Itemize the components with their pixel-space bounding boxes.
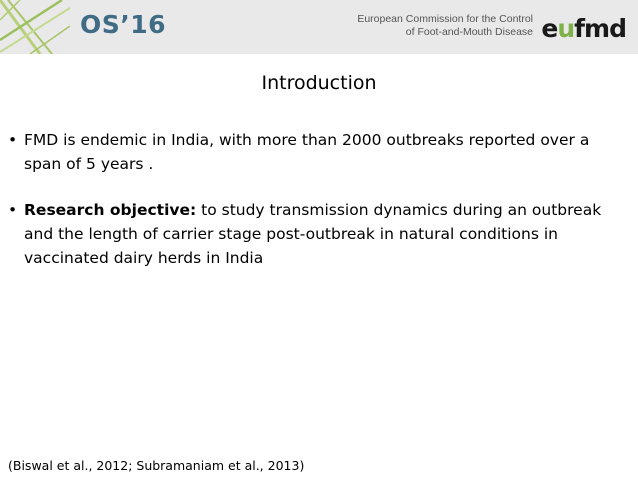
bullet-item <box>8 198 618 270</box>
crossed-lines-logo-icon <box>0 0 70 54</box>
eufmd-logo-suffix: fmd <box>574 14 626 43</box>
bullet-list <box>8 128 618 292</box>
slide-title: Introduction <box>261 72 377 94</box>
organization-name <box>357 13 533 39</box>
eufmd-logo <box>541 14 626 43</box>
bullet-dot-icon: • <box>8 201 18 219</box>
bullet-text: FMD is endemic in India, with more than 2000 outbreaks reported over a span of 5 years . <box>24 131 590 173</box>
organization-name-line2: of Foot-and-Mouth Disease <box>405 26 533 38</box>
eufmd-logo-accent: u <box>557 14 575 43</box>
bullet-bold-prefix: Research objective: <box>24 201 197 219</box>
os16-logo: OS’16 <box>80 10 167 39</box>
eufmd-logo-prefix: e <box>541 14 558 43</box>
citation: (Biswal et al., 2012; Subramaniam et al., 2013) <box>8 458 305 473</box>
bullet-dot-icon: • <box>8 131 18 149</box>
organization-name-line1: European Commission for the Control <box>357 13 533 25</box>
bullet-text: to study transmission dynamics during an outbreak and the length of carrier stage post-outbreak in natural conditions in vaccinated dairy herds in India <box>24 201 602 267</box>
header-bar <box>0 0 638 54</box>
bullet-item <box>8 128 618 176</box>
